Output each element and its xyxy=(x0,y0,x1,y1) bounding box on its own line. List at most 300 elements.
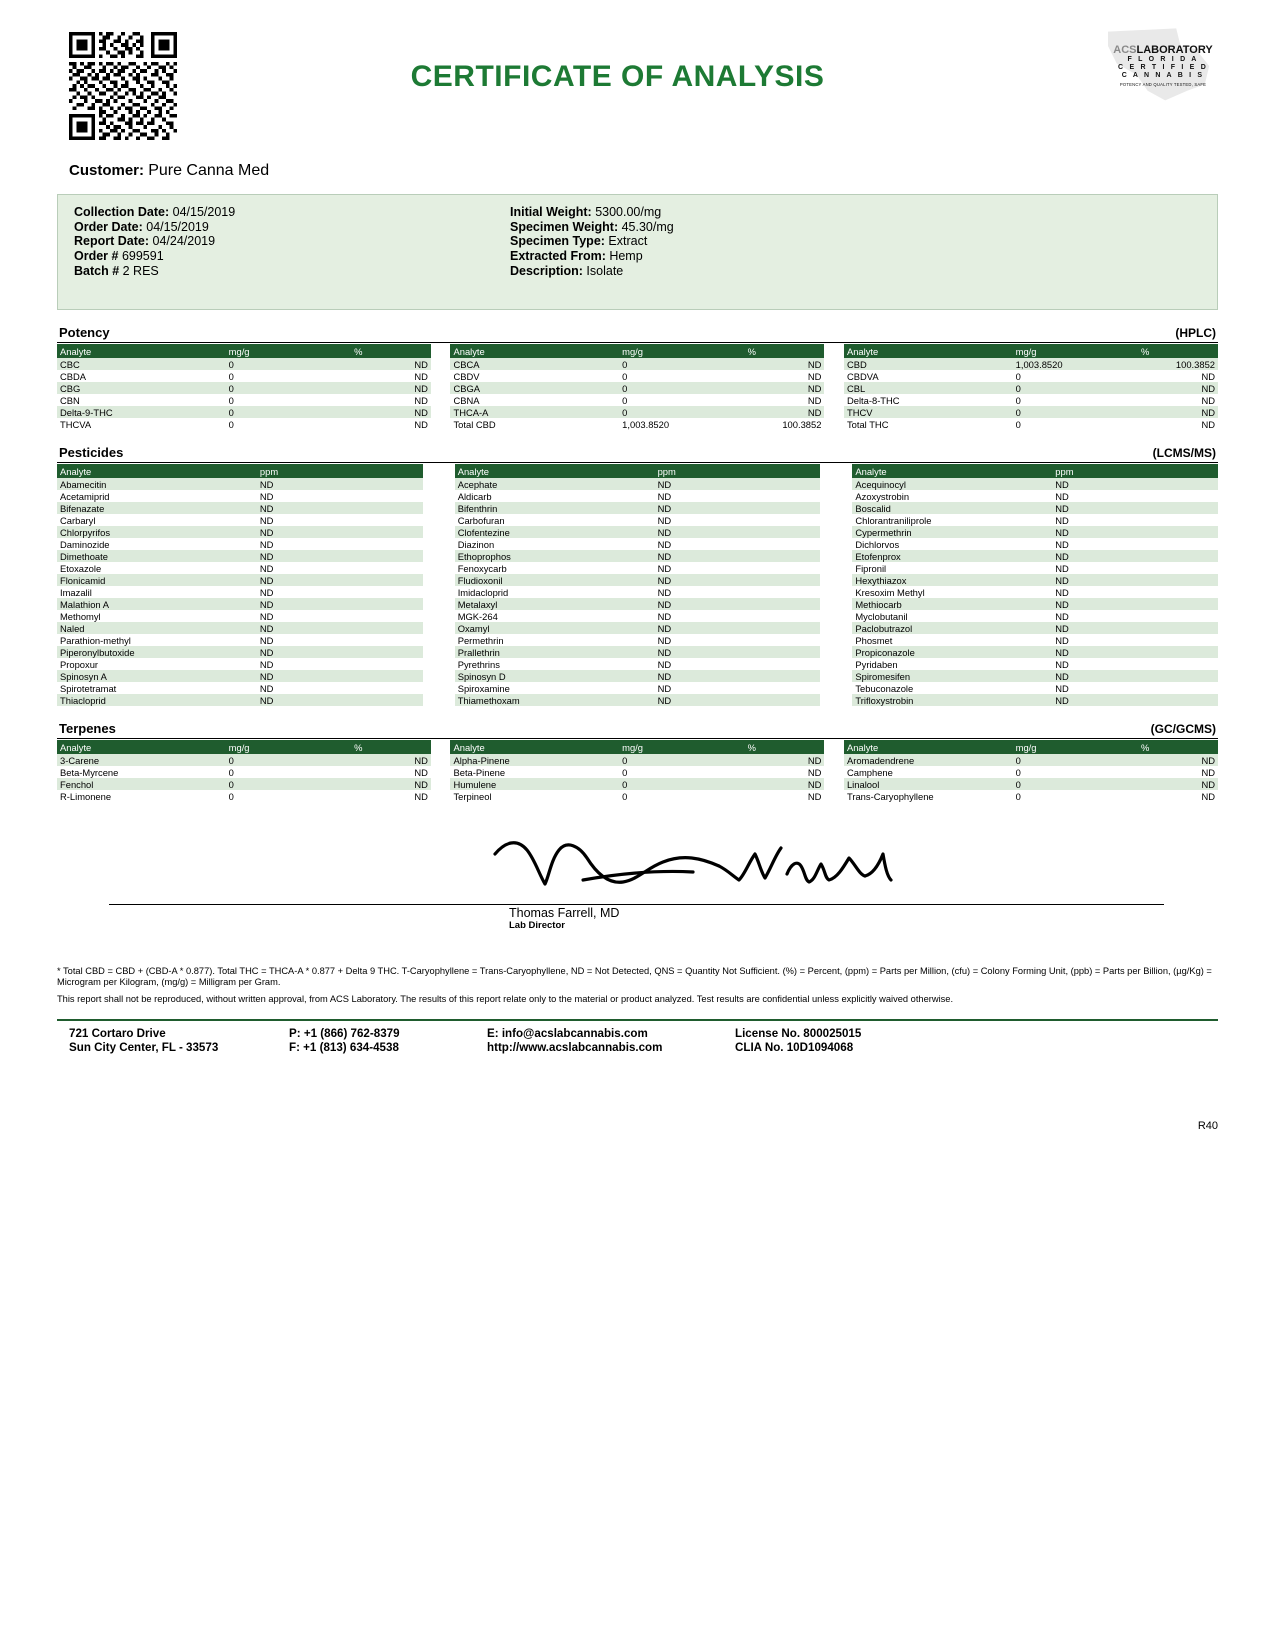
analyte-amount: ND xyxy=(657,610,672,622)
logo-wordmark xyxy=(1108,22,1218,56)
table-row xyxy=(57,778,1218,790)
column-gap xyxy=(431,344,451,358)
analyte-percent: ND xyxy=(414,766,428,778)
info-value: Hemp xyxy=(605,249,643,264)
sample-info-box xyxy=(57,194,1218,310)
logo-tagline: POTENCY AND QUALITY TESTED, SAFE xyxy=(1119,82,1207,87)
qr-code-icon xyxy=(69,32,177,140)
info-label: Report Date: xyxy=(74,234,150,249)
column-header: mg/g xyxy=(619,344,744,358)
analyte-amount: ND xyxy=(1055,586,1069,598)
analyte-percent: ND xyxy=(745,406,825,418)
column-gap xyxy=(423,538,455,550)
pesticides-method: (LCMS/MS) xyxy=(1152,446,1216,460)
column-gap xyxy=(820,610,852,622)
column-gap xyxy=(423,610,455,622)
analyte-amount: ND xyxy=(655,622,821,634)
column-gap xyxy=(824,766,844,778)
column-gap xyxy=(820,598,852,610)
footer-phone-block xyxy=(289,1027,400,1055)
analyte-name: Imidacloprid xyxy=(457,586,509,598)
analyte-name: CBL xyxy=(844,382,1013,394)
analyte-name: Trans-Caryophyllene xyxy=(846,790,934,802)
analyte-amount: ND xyxy=(1055,610,1069,622)
analyte-name: Methomyl xyxy=(60,610,101,622)
column-gap xyxy=(820,670,852,682)
analyte-amount: ND xyxy=(655,598,821,610)
analyte-amount: 0 xyxy=(1013,778,1138,790)
column-gap xyxy=(431,382,451,394)
info-value: Extract xyxy=(604,234,648,249)
terpenes-title: Terpenes xyxy=(59,721,116,736)
analyte-amount: ND xyxy=(1052,574,1218,586)
analyte-name: CBG xyxy=(57,382,226,394)
info-value: 45.30/mg xyxy=(618,219,674,234)
column-gap xyxy=(423,550,455,562)
lab-director-name: Thomas Farrell, MD xyxy=(509,906,620,920)
column-gap xyxy=(423,526,455,538)
analyte-name: CBDA xyxy=(60,370,87,382)
info-label: Initial Weight: xyxy=(510,205,592,219)
analyte-name: Parathion-methyl xyxy=(60,634,131,646)
analyte-amount: ND xyxy=(655,502,821,514)
analyte-amount: ND xyxy=(655,574,821,586)
pesticides-header xyxy=(57,446,1218,463)
analyte-name: Abamecitin xyxy=(57,478,257,490)
analyte-amount: 0 xyxy=(619,778,744,790)
analyte-amount: ND xyxy=(259,658,274,670)
analyte-name: Etoxazole xyxy=(60,562,102,574)
analyte-name: Clofentezine xyxy=(455,526,655,538)
analyte-name: Camphene xyxy=(846,766,893,778)
analyte-amount: ND xyxy=(1055,538,1069,550)
table-row xyxy=(57,550,1218,562)
analyte-amount: ND xyxy=(1055,682,1069,694)
table-row xyxy=(57,394,1218,406)
analyte-name: Trifloxystrobin xyxy=(852,694,1052,706)
analyte-amount: ND xyxy=(655,646,821,658)
analyte-amount: ND xyxy=(655,550,821,562)
info-value: 04/15/2019 xyxy=(169,205,236,219)
analyte-amount: ND xyxy=(1055,490,1069,502)
analyte-percent: 100.3852 xyxy=(782,418,822,430)
info-value: 04/15/2019 xyxy=(142,219,209,234)
column-gap xyxy=(820,682,852,694)
analyte-percent: ND xyxy=(1201,790,1215,802)
column-header: % xyxy=(351,740,431,754)
analyte-percent: ND xyxy=(1201,394,1215,406)
analyte-name: CBN xyxy=(60,394,80,406)
analyte-name: Ethoprophos xyxy=(455,550,655,562)
analyte-amount: 0 xyxy=(619,358,744,370)
info-label: Collection Date: xyxy=(74,205,170,219)
analyte-amount: ND xyxy=(657,658,672,670)
analyte-name: Dichlorvos xyxy=(855,538,900,550)
column-gap xyxy=(423,694,455,706)
column-gap xyxy=(824,754,844,766)
column-header: % xyxy=(1138,344,1218,358)
column-gap xyxy=(820,502,852,514)
table-row xyxy=(57,658,1218,670)
analyte-amount: ND xyxy=(655,526,821,538)
analyte-name: THCV xyxy=(844,406,1013,418)
analyte-amount: ND xyxy=(257,550,423,562)
customer-row xyxy=(69,162,1218,180)
analyte-amount: ND xyxy=(657,586,672,598)
analyte-percent: 100.3852 xyxy=(1138,358,1218,370)
column-gap xyxy=(431,766,451,778)
table-row xyxy=(57,538,1218,550)
column-gap xyxy=(824,370,844,382)
info-row xyxy=(74,220,235,235)
analyte-name: CBDVA xyxy=(846,370,879,382)
analyte-percent: ND xyxy=(1138,754,1218,766)
analyte-name: Acetamiprid xyxy=(60,490,110,502)
analyte-name: Carbofuran xyxy=(457,514,505,526)
analyte-name: Delta-8-THC xyxy=(846,394,900,406)
column-gap xyxy=(820,514,852,526)
analyte-amount: ND xyxy=(257,598,423,610)
column-header: Analyte xyxy=(844,344,1013,358)
footer-divider xyxy=(57,1019,1218,1021)
table-row xyxy=(57,670,1218,682)
analyte-amount: ND xyxy=(657,538,672,550)
analyte-amount: ND xyxy=(1055,658,1069,670)
revision-code: R40 xyxy=(1197,1120,1218,1132)
phone-number[interactable]: P: +1 (866) 762-8379 xyxy=(289,1027,400,1040)
info-value: 5300.00/mg xyxy=(591,205,662,219)
pesticides-table xyxy=(57,464,1218,706)
analyte-amount: ND xyxy=(1052,646,1218,658)
analyte-percent: ND xyxy=(745,358,825,370)
analyte-name: Delta-9-THC xyxy=(57,406,226,418)
potency-section xyxy=(57,326,1218,430)
analyte-percent: ND xyxy=(745,754,825,766)
column-gap xyxy=(431,790,451,802)
analyte-amount: ND xyxy=(657,634,672,646)
info-row xyxy=(510,234,674,249)
analyte-name: Bifenazate xyxy=(57,502,257,514)
potency-title: Potency xyxy=(59,325,110,340)
address-line-1: 721 Cortaro Drive xyxy=(69,1027,166,1040)
analyte-name: Linalool xyxy=(844,778,1013,790)
footer-license-block xyxy=(735,1027,861,1055)
website-link[interactable]: http://www.acslabcannabis.com xyxy=(487,1041,663,1054)
analyte-name: MGK-264 xyxy=(457,610,498,622)
analyte-amount: ND xyxy=(655,670,821,682)
analyte-name: Pyrethrins xyxy=(457,658,500,670)
table-row xyxy=(57,562,1218,574)
column-gap xyxy=(824,344,844,358)
analyte-name: Chlorantraniliprole xyxy=(855,514,932,526)
terpenes-section xyxy=(57,722,1218,802)
info-row xyxy=(74,234,235,249)
analyte-name: Propoxur xyxy=(60,658,99,670)
analyte-name: Naled xyxy=(57,622,257,634)
column-header: Analyte xyxy=(57,344,226,358)
column-header: % xyxy=(351,344,431,358)
analyte-amount: 0 xyxy=(619,382,744,394)
analyte-amount: 0 xyxy=(226,382,351,394)
analyte-amount: ND xyxy=(655,694,821,706)
terpenes-table xyxy=(57,740,1218,802)
analyte-name: Spiromesifen xyxy=(852,670,1052,682)
table-row xyxy=(57,574,1218,586)
column-gap xyxy=(423,646,455,658)
analyte-amount: ND xyxy=(257,526,423,538)
column-gap xyxy=(824,790,844,802)
logo-acs: ACS xyxy=(1113,44,1137,56)
analyte-amount: ND xyxy=(259,682,274,694)
column-header: Analyte xyxy=(57,464,257,478)
column-gap xyxy=(431,358,451,370)
analyte-percent: ND xyxy=(807,766,822,778)
table-row xyxy=(57,478,1218,490)
analyte-name: Beta-Pinene xyxy=(453,766,506,778)
column-gap xyxy=(431,418,451,430)
analyte-amount: 0 xyxy=(1015,418,1021,430)
analyte-name: Azoxystrobin xyxy=(855,490,910,502)
analyte-amount: ND xyxy=(1052,550,1218,562)
analyte-name: CBC xyxy=(57,358,226,370)
analyte-name: Hexythiazox xyxy=(852,574,1052,586)
info-row xyxy=(510,205,674,220)
info-row xyxy=(74,264,235,279)
info-value: 04/24/2019 xyxy=(149,234,216,249)
column-header: Analyte xyxy=(57,740,226,754)
analyte-name: CBGA xyxy=(450,382,619,394)
sample-info-right xyxy=(510,205,674,279)
info-label: Order Date: xyxy=(74,219,143,234)
analyte-amount: ND xyxy=(257,502,423,514)
analyte-amount: ND xyxy=(657,562,672,574)
column-gap xyxy=(431,406,451,418)
footnotes xyxy=(57,966,1218,1005)
analyte-name: Flonicamid xyxy=(57,574,257,586)
info-value: 2 RES xyxy=(119,263,159,278)
analyte-name: Spinosyn D xyxy=(455,670,655,682)
analyte-name: Aromadendrene xyxy=(844,754,1013,766)
analyte-amount: ND xyxy=(257,622,423,634)
column-gap xyxy=(820,490,852,502)
info-value: 699591 xyxy=(118,249,164,264)
analyte-percent: ND xyxy=(807,790,822,802)
footnote-definitions: * Total CBD = CBD + (CBD-A * 0.877). Total THC = THCA-A * 0.877 + Delta 9 THC. T-Caryophyllene = Trans-Caryophyllene, ND = Not Detected, QNS = Quantity Not Sufficient. (%) = Percent, (ppm) = Parts per Million, (cfu) = Colony Forming Unit, (ppb) = Parts per Billion, (µg/Kg) = Microgram per Kilogram, (mg/g) = Milligram per Gram. xyxy=(57,966,1212,987)
analyte-name: Methiocarb xyxy=(852,598,1052,610)
table-row xyxy=(57,370,1218,382)
column-gap xyxy=(423,514,455,526)
potency-table xyxy=(57,344,1218,430)
column-gap xyxy=(423,478,455,490)
analyte-amount: ND xyxy=(1052,670,1218,682)
footer xyxy=(57,1027,1218,1067)
column-header: Analyte xyxy=(455,464,655,478)
analyte-amount: ND xyxy=(1052,526,1218,538)
analyte-percent: ND xyxy=(351,358,431,370)
table-row xyxy=(57,382,1218,394)
analyte-name: Acequinocyl xyxy=(852,478,1052,490)
column-header: mg/g xyxy=(1013,344,1138,358)
table-row xyxy=(57,646,1218,658)
analyte-percent: ND xyxy=(1138,382,1218,394)
analyte-name: CBCA xyxy=(450,358,619,370)
analyte-name: Beta-Myrcene xyxy=(60,766,119,778)
analyte-name: Total CBD xyxy=(453,418,496,430)
column-gap xyxy=(824,778,844,790)
table-row xyxy=(57,682,1218,694)
logo-laboratory: LABORATORY xyxy=(1136,44,1213,56)
analyte-name: Fenoxycarb xyxy=(457,562,507,574)
footer-address xyxy=(69,1027,218,1055)
column-gap xyxy=(820,646,852,658)
analyte-percent: ND xyxy=(414,394,428,406)
analyte-amount: 0 xyxy=(226,754,351,766)
analyte-name: Fipronil xyxy=(855,562,887,574)
column-gap xyxy=(820,658,852,670)
analyte-name: Carbaryl xyxy=(60,514,96,526)
analyte-name: Piperonylbutoxide xyxy=(57,646,257,658)
analyte-amount: ND xyxy=(259,538,274,550)
email-link[interactable]: E: info@acslabcannabis.com xyxy=(487,1027,648,1040)
analyte-amount: ND xyxy=(257,478,423,490)
analyte-name: Oxamyl xyxy=(455,622,655,634)
license-number: License No. 800025015 xyxy=(735,1027,862,1040)
analyte-name: CBD xyxy=(844,358,1013,370)
analyte-name: Humulene xyxy=(450,778,619,790)
analyte-amount: 0 xyxy=(226,406,351,418)
analyte-name: Prallethrin xyxy=(455,646,655,658)
analyte-name: Spirotetramat xyxy=(60,682,117,694)
table-row xyxy=(57,694,1218,706)
column-gap xyxy=(824,418,844,430)
column-gap xyxy=(820,526,852,538)
column-gap xyxy=(820,478,852,490)
info-row xyxy=(510,220,674,235)
analyte-amount: 0 xyxy=(1015,370,1021,382)
analyte-percent: ND xyxy=(351,754,431,766)
analyte-name: Permethrin xyxy=(457,634,504,646)
potency-method: (HPLC) xyxy=(1175,326,1216,340)
column-gap xyxy=(820,634,852,646)
info-label: Specimen Type: xyxy=(510,234,605,249)
potency-header xyxy=(57,326,1218,343)
column-gap xyxy=(423,622,455,634)
analyte-name: Thiamethoxam xyxy=(455,694,655,706)
table-row xyxy=(57,766,1218,778)
signature-rule xyxy=(109,904,1164,905)
column-gap xyxy=(824,406,844,418)
terpenes-header xyxy=(57,722,1218,739)
table-row xyxy=(57,418,1218,430)
analyte-amount: 0 xyxy=(1013,754,1138,766)
column-gap xyxy=(820,586,852,598)
acs-laboratory-logo xyxy=(1108,22,1218,102)
column-gap xyxy=(423,682,455,694)
table-row xyxy=(57,490,1218,502)
analyte-amount: 0 xyxy=(228,394,234,406)
lab-director-role: Lab Director xyxy=(509,920,565,931)
analyte-name: Imazalil xyxy=(60,586,92,598)
info-row xyxy=(74,249,235,264)
analyte-amount: 0 xyxy=(622,766,628,778)
terpenes-method: (GC/GCMS) xyxy=(1150,722,1216,736)
analyte-percent: ND xyxy=(1138,406,1218,418)
column-gap xyxy=(423,598,455,610)
column-gap xyxy=(423,562,455,574)
analyte-name: Spiroxamine xyxy=(457,682,510,694)
analyte-percent: ND xyxy=(1201,766,1215,778)
table-row xyxy=(57,622,1218,634)
analyte-amount: ND xyxy=(1052,478,1218,490)
analyte-name: Diazinon xyxy=(457,538,495,550)
sample-info-left xyxy=(74,205,235,279)
analyte-amount: ND xyxy=(257,574,423,586)
analyte-amount: ND xyxy=(259,610,274,622)
column-gap xyxy=(820,694,852,706)
analyte-amount: 0 xyxy=(622,370,628,382)
analyte-name: Pyridaben xyxy=(855,658,898,670)
column-header: mg/g xyxy=(226,344,351,358)
analyte-amount: ND xyxy=(259,634,274,646)
analyte-amount: ND xyxy=(257,646,423,658)
footer-contact-block xyxy=(487,1027,662,1055)
column-gap xyxy=(820,550,852,562)
column-gap xyxy=(423,586,455,598)
analyte-name: Alpha-Pinene xyxy=(450,754,619,766)
analyte-amount: 0 xyxy=(228,766,234,778)
column-gap xyxy=(824,394,844,406)
analyte-name: Terpineol xyxy=(453,790,492,802)
page-title: CERTIFICATE OF ANALYSIS xyxy=(410,60,825,93)
analyte-name: Acephate xyxy=(455,478,655,490)
column-gap xyxy=(423,670,455,682)
clia-number: CLIA No. 10D1094068 xyxy=(735,1041,854,1054)
column-gap xyxy=(820,538,852,550)
logo-line-2: C E R T I F I E D xyxy=(1118,64,1208,71)
info-value: Isolate xyxy=(582,263,624,278)
analyte-amount: ND xyxy=(1052,502,1218,514)
column-header: ppm xyxy=(1052,464,1218,478)
column-gap xyxy=(431,740,451,754)
analyte-amount: ND xyxy=(259,514,274,526)
analyte-name: Myclobutanil xyxy=(855,610,908,622)
analyte-amount: ND xyxy=(259,490,274,502)
analyte-name: Aldicarb xyxy=(457,490,492,502)
analyte-name: Kresoxim Methyl xyxy=(855,586,925,598)
info-row xyxy=(510,249,674,264)
table-row xyxy=(57,754,1218,766)
info-label: Specimen Weight: xyxy=(510,219,619,234)
analyte-name: CBNA xyxy=(453,394,480,406)
pesticides-title: Pesticides xyxy=(59,445,124,460)
analyte-name: Phosmet xyxy=(855,634,893,646)
analyte-percent: ND xyxy=(1201,370,1215,382)
analyte-amount: 0 xyxy=(1013,382,1138,394)
analyte-percent: ND xyxy=(414,370,428,382)
column-gap xyxy=(423,502,455,514)
logo-line-3: C A N N A B I S xyxy=(1121,72,1205,79)
analyte-percent: ND xyxy=(807,370,822,382)
analyte-name: Tebuconazole xyxy=(855,682,914,694)
info-row xyxy=(74,205,235,220)
column-gap xyxy=(820,574,852,586)
customer-name: Pure Canna Med xyxy=(148,162,270,179)
analyte-amount: 0 xyxy=(1015,790,1021,802)
column-header: % xyxy=(745,344,825,358)
analyte-name: Propiconazole xyxy=(852,646,1052,658)
column-header: mg/g xyxy=(226,740,351,754)
column-header: mg/g xyxy=(1013,740,1138,754)
